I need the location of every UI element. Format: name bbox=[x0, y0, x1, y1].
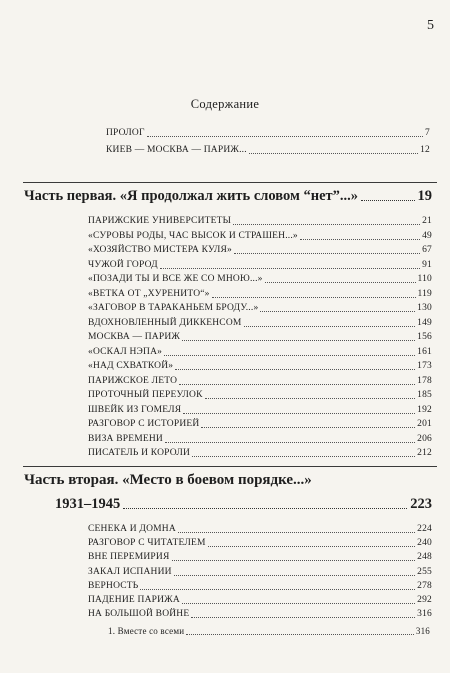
toc-entry-label: ВИЗА ВРЕМЕНИ bbox=[88, 433, 163, 444]
leader-dots bbox=[205, 397, 416, 399]
toc-entry-page: 201 bbox=[417, 419, 432, 429]
part2-title: Часть вторая. «Место в боевом порядке...» bbox=[24, 472, 312, 488]
toc-entry bbox=[88, 272, 432, 286]
toc-entry bbox=[88, 607, 432, 621]
toc-entry-page: 173 bbox=[417, 361, 432, 371]
toc-entry-label: МОСКВА — ПАРИЖ bbox=[88, 332, 181, 342]
toc-entry-page: 156 bbox=[417, 332, 432, 342]
leader-dots bbox=[164, 354, 415, 356]
toc-entry-page: 206 bbox=[417, 433, 432, 444]
toc-entry bbox=[88, 522, 432, 536]
leader-dots bbox=[249, 152, 418, 154]
leader-dots bbox=[165, 441, 415, 443]
toc-entry bbox=[88, 417, 432, 431]
toc-entry-page: 316 bbox=[415, 626, 430, 636]
toc-entry-page: 21 bbox=[422, 216, 432, 226]
leader-dots bbox=[244, 325, 416, 327]
toc-entry bbox=[88, 579, 432, 593]
toc-entry-page: 161 bbox=[417, 346, 432, 357]
leader-dots bbox=[201, 426, 415, 428]
toc-entry-page: 7 bbox=[425, 128, 430, 138]
toc-entry-label: «ХОЗЯЙСТВО МИСТЕРА КУЛЯ» bbox=[88, 245, 232, 255]
toc-entry bbox=[88, 388, 432, 402]
toc-entry-page: 67 bbox=[422, 245, 432, 255]
leader-dots bbox=[123, 508, 407, 509]
toc-entry bbox=[88, 229, 432, 243]
part1-page: 19 bbox=[417, 188, 432, 204]
toc-entry bbox=[108, 624, 430, 638]
part1-heading bbox=[24, 188, 432, 205]
leader-dots bbox=[361, 200, 414, 201]
toc-entry-label: ЗАКАЛ ИСПАНИИ bbox=[88, 566, 172, 577]
toc-entry-page: 185 bbox=[417, 390, 432, 400]
toc-entry-label: 1. Вместе со всеми bbox=[108, 626, 185, 636]
toc-entry-label: ПАРИЖСКОЕ ЛЕТО bbox=[88, 375, 178, 386]
toc-entry-label: ВНЕ ПЕРЕМИРИЯ bbox=[88, 552, 170, 563]
toc-entry bbox=[88, 330, 432, 344]
toc-entry bbox=[88, 550, 432, 564]
toc-entry bbox=[88, 593, 432, 607]
toc-entry-label: ВЕРНОСТЬ bbox=[88, 580, 139, 591]
toc-entry bbox=[88, 374, 432, 388]
toc-entry-label: КИЕВ — МОСКВА — ПАРИЖ... bbox=[106, 145, 247, 155]
toc-entry-page: 224 bbox=[417, 524, 432, 534]
part1-title: Часть первая. «Я продолжал жить словом “нет”...» bbox=[24, 188, 359, 204]
toc-entry bbox=[88, 243, 432, 257]
leader-dots bbox=[160, 267, 420, 269]
toc-entry bbox=[88, 432, 432, 446]
toc-entry-page: 110 bbox=[417, 274, 432, 284]
toc-entry-label: ПАДЕНИЕ ПАРИЖА bbox=[88, 595, 180, 605]
toc-entry-label: «НАД СХВАТКОЙ» bbox=[88, 361, 174, 371]
leader-dots bbox=[260, 310, 415, 312]
toc-entry-page: 149 bbox=[417, 317, 432, 328]
toc-entry-page: 255 bbox=[417, 566, 432, 577]
leader-dots bbox=[178, 531, 415, 533]
leader-dots bbox=[147, 135, 423, 137]
toc-entry-label: ПАРИЖСКИЕ УНИВЕРСИТЕТЫ bbox=[88, 216, 232, 226]
toc-title: Содержание bbox=[190, 97, 260, 111]
toc-entry bbox=[88, 214, 432, 228]
section-rule bbox=[23, 182, 437, 183]
leader-dots bbox=[208, 545, 415, 547]
part2-years: 1931–1945 bbox=[55, 496, 121, 512]
leader-dots bbox=[182, 602, 415, 604]
leader-dots bbox=[234, 252, 420, 254]
toc-entry-label: ШВЕЙК ИЗ ГОМЕЛЯ bbox=[88, 404, 182, 415]
leader-dots bbox=[179, 383, 415, 385]
toc-entry-label: ПИСАТЕЛЬ И КОРОЛИ bbox=[88, 448, 191, 458]
toc-entry-label: «ВЕТКА ОТ „ХУРЕНИТО“» bbox=[88, 288, 210, 299]
toc-entry bbox=[106, 143, 430, 157]
toc-entry bbox=[106, 126, 430, 140]
toc-entry bbox=[88, 287, 432, 301]
toc-entry-page: 316 bbox=[417, 609, 432, 620]
toc-entry bbox=[88, 446, 432, 460]
toc-entry-label: РАЗГОВОР С ЧИТАТЕЛЕМ bbox=[88, 538, 206, 549]
toc-entry bbox=[88, 345, 432, 359]
toc-entry-page: 278 bbox=[417, 580, 432, 591]
toc-entry-page: 178 bbox=[417, 375, 432, 386]
toc-entry-label: «ПОЗАДИ ТЫ И ВСЕ ЖЕ СО МНОЮ...» bbox=[88, 274, 263, 284]
leader-dots bbox=[233, 223, 420, 225]
leader-dots bbox=[212, 296, 416, 298]
toc-entry-page: 49 bbox=[422, 230, 432, 241]
leader-dots bbox=[191, 616, 415, 618]
toc-entry bbox=[88, 403, 432, 417]
toc-entry bbox=[88, 359, 432, 373]
leader-dots bbox=[174, 574, 415, 576]
toc-entry bbox=[88, 301, 432, 315]
leader-dots bbox=[175, 368, 415, 370]
leader-dots bbox=[182, 339, 415, 341]
toc-entry-page: 119 bbox=[417, 288, 432, 299]
part2-heading-line2 bbox=[55, 496, 432, 513]
toc-entry bbox=[88, 316, 432, 330]
section-rule bbox=[23, 466, 437, 467]
toc-entry-label: НА БОЛЬШОЙ ВОЙНЕ bbox=[88, 609, 190, 620]
leader-dots bbox=[192, 455, 415, 457]
toc-entry-label: «СУРОВЫ РОДЫ, ЧАС ВЫСОК И СТРАШЕН...» bbox=[88, 230, 298, 241]
leader-dots bbox=[265, 281, 416, 283]
toc-entry-page: 248 bbox=[417, 552, 432, 563]
toc-entry-label: РАЗГОВОР С ИСТОРИЕЙ bbox=[88, 419, 200, 429]
page-number: 5 bbox=[427, 18, 434, 33]
toc-entry-page: 212 bbox=[417, 448, 432, 458]
toc-entry bbox=[88, 565, 432, 579]
toc-entry-label: «ОСКАЛ НЭПА» bbox=[88, 346, 163, 357]
part2-page: 223 bbox=[410, 496, 432, 512]
toc-entry-label: «ЗАГОВОР В ТАРАКАНЬЕМ БРОДУ...» bbox=[88, 303, 259, 313]
toc-entry-page: 12 bbox=[420, 145, 430, 155]
toc-entry bbox=[88, 258, 432, 272]
toc-entry-label: ПРОТОЧНЫЙ ПЕРЕУЛОК bbox=[88, 390, 203, 400]
toc-entry-page: 240 bbox=[417, 538, 432, 549]
toc-entry-page: 91 bbox=[422, 259, 432, 270]
toc-entry-page: 192 bbox=[417, 404, 432, 415]
leader-dots bbox=[183, 412, 415, 414]
toc-entry-page: 292 bbox=[417, 595, 432, 605]
toc-entry-label: СЕНЕКА И ДОМНА bbox=[88, 524, 176, 534]
leader-dots bbox=[186, 633, 414, 635]
toc-entry-label: ПРОЛОГ bbox=[106, 128, 145, 138]
toc-entry-page: 130 bbox=[417, 303, 432, 313]
toc-entry-label: ВДОХНОВЛЕННЫЙ ДИККЕНСОМ bbox=[88, 317, 242, 328]
leader-dots bbox=[300, 238, 420, 240]
toc-entry bbox=[88, 536, 432, 550]
toc-entry-label: ЧУЖОЙ ГОРОД bbox=[88, 259, 158, 270]
leader-dots bbox=[140, 588, 415, 590]
leader-dots bbox=[172, 559, 416, 561]
